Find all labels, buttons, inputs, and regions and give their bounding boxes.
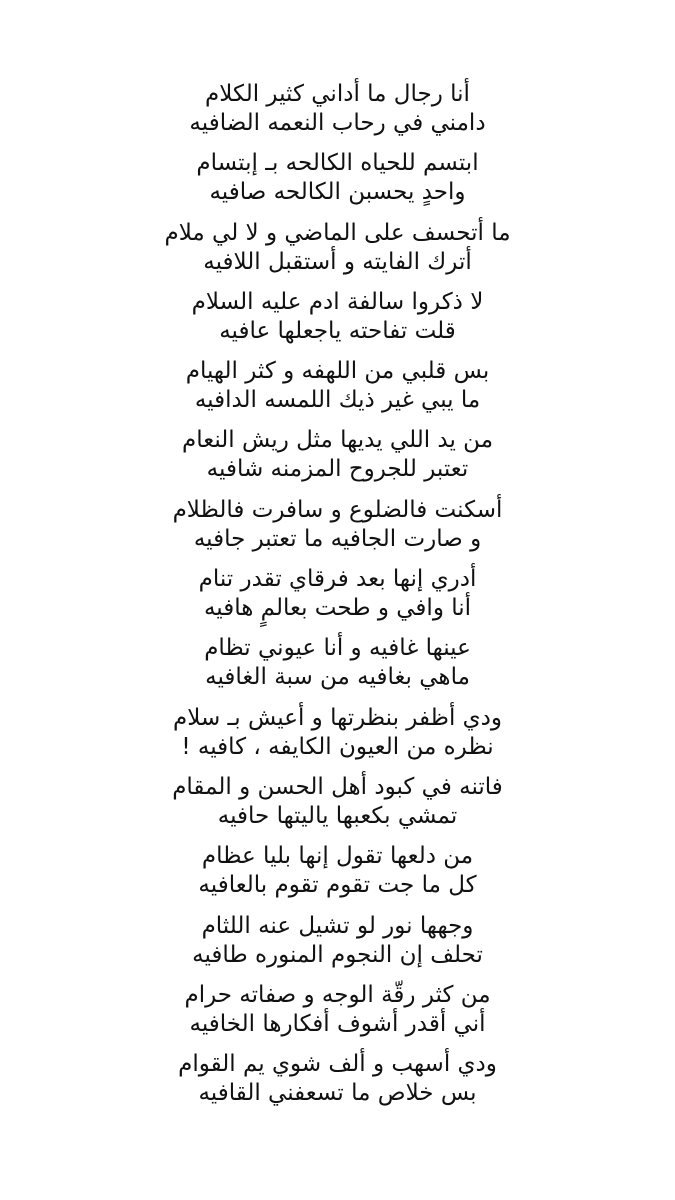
- poem-stanza: [0, 773, 675, 842]
- poem-stanza: [0, 288, 675, 357]
- poem-line-first: لا ذكروا سالفة ادم عليه السلام: [191, 288, 484, 315]
- poem-line-first: أنا رجال ما أداني كثير الكلام: [205, 81, 470, 107]
- poem-stanza: [0, 219, 675, 288]
- poem-line-second: بس خلاص ما تسعفني القافيه: [198, 1080, 477, 1107]
- poem-line-first: أسكنت فالضلوع و سافرت فالظلام: [172, 496, 503, 523]
- poem-line-second: واحدٍ يحسبن الكالحه صافيه: [209, 179, 466, 206]
- poem-line-second: ما يبي غير ذيك اللمسه الدافيه: [194, 387, 481, 414]
- poem-line-first: من كثر رقّة الوجه و صفاته حرام: [184, 981, 491, 1008]
- poem-line-first: عينها غافيه و أنا عيوني تظام: [204, 635, 471, 662]
- poem-stanza: [0, 634, 675, 703]
- poem-stanza: [0, 912, 675, 981]
- poem-line-first: ودي أسهب و ألف شوي يم القوام: [178, 1051, 497, 1078]
- poem-line-first: من دلعها تقول إنها بليا عظام: [201, 843, 474, 870]
- poem-line-first: ما أتحسف على الماضي و لا لي ملام: [164, 219, 511, 246]
- poem-stanza: [0, 357, 675, 426]
- poem-line-second: كل ما جت تقوم تقوم بالعافيه: [198, 872, 477, 899]
- poem-stanza: [0, 1050, 675, 1119]
- poem-line-second: تحلف إن النجوم المنوره طافيه: [192, 941, 483, 968]
- poem-line-first: أدري إنها بعد فرقاي تقدر تنام: [198, 566, 477, 593]
- poem-line-second: قلت تفاحته ياجعلها عافيه: [219, 317, 456, 344]
- poem-line-second: أنا وافي و طحت بعالمٍ هافيه: [203, 595, 472, 622]
- poem-line-second: دامني في رحاب النعمه الضافيه: [189, 110, 486, 136]
- poem-line-first: فاتنه في كبود أهل الحسن و المقام: [172, 773, 503, 800]
- poem-line-second: و صارت الجافيه ما تعتبر جافيه: [193, 525, 482, 552]
- poem: [0, 80, 675, 1119]
- poem-line-first: وجهها نور لو تشيل عنه اللثام: [201, 912, 474, 939]
- poem-line-first: بس قلبي من اللهفه و كثر الهيام: [185, 358, 490, 385]
- poem-line-first: ودي أظفر بنظرتها و أعيش بـ سلام: [172, 704, 502, 731]
- poem-line-first: ابتسم للحياه الكالحه بـ إبتسام: [196, 150, 479, 177]
- poem-stanza: [0, 496, 675, 565]
- poem-line-second: أترك الفايته و أستقبل اللافيه: [203, 248, 472, 275]
- poem-line-second: أني أقدر أشوف أفكارها الخافيه: [189, 1010, 486, 1037]
- poem-line-second: تعتبر للجروح المزمنه شافيه: [206, 456, 469, 483]
- poem-line-first: من يد اللي يديها مثل ريش النعام: [181, 427, 494, 454]
- poem-stanza: [0, 80, 675, 149]
- poem-stanza: [0, 981, 675, 1050]
- poem-stanza: [0, 842, 675, 911]
- poem-line-second: تمشي بكعبها ياليتها حافيه: [217, 802, 458, 829]
- poem-stanza: [0, 149, 675, 218]
- poem-line-second: ماهي بغافيه من سبة الغافيه: [205, 664, 470, 691]
- poem-stanza: [0, 426, 675, 495]
- poem-line-second: نظره من العيون الكايفه ، كافيه !: [181, 733, 494, 760]
- poem-stanza: [0, 565, 675, 634]
- poem-stanza: [0, 704, 675, 773]
